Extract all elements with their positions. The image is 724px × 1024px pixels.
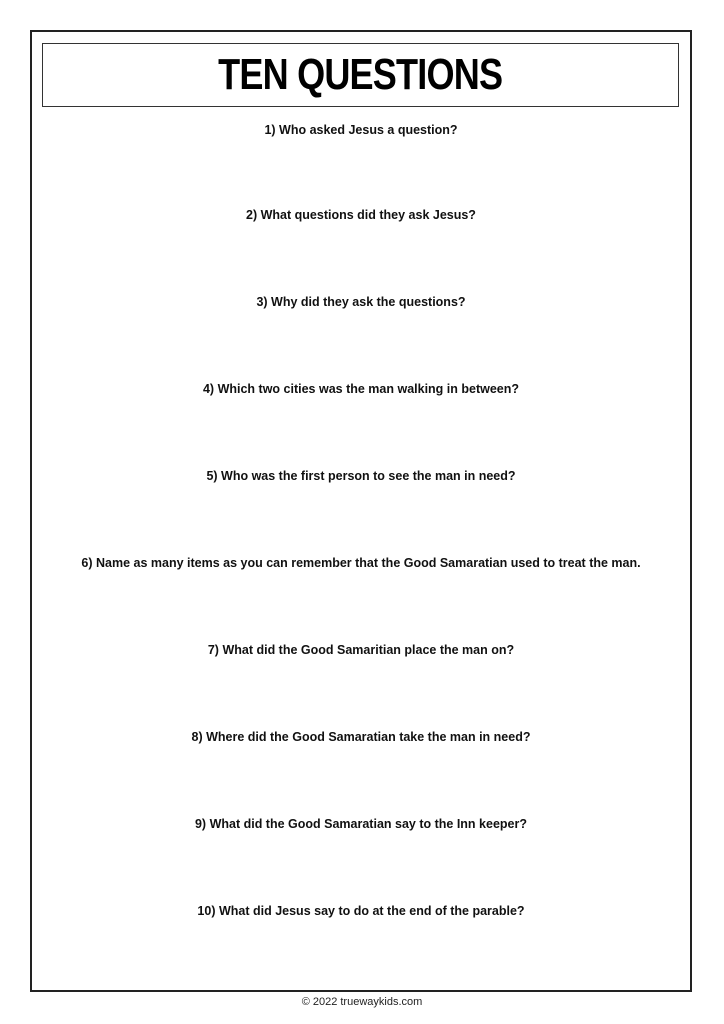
question-3: 3) Why did they ask the questions? — [256, 295, 466, 309]
copyright-footer: © 2022 truewaykids.com — [301, 996, 423, 1008]
question-7: 7) What did the Good Samaritian place the man on? — [207, 643, 515, 657]
question-1: 1) Who asked Jesus a question? — [264, 123, 458, 137]
question-5: 5) Who was the first person to see the man in need? — [206, 469, 516, 483]
worksheet-title: TEN QUESTIONS — [218, 50, 503, 99]
worksheet-border — [30, 30, 692, 992]
question-4: 4) Which two cities was the man walking in between? — [202, 382, 520, 396]
title-box — [42, 43, 679, 107]
question-6: 6) Name as many items as you can remember that the Good Samaratian used to treat the man. — [81, 556, 641, 570]
question-8: 8) Where did the Good Samaratian take the man in need? — [191, 730, 531, 744]
question-2: 2) What questions did they ask Jesus? — [246, 208, 476, 222]
question-9: 9) What did the Good Samaratian say to the Inn keeper? — [194, 817, 527, 831]
question-10: 10) What did Jesus say to do at the end of the parable? — [197, 904, 525, 918]
